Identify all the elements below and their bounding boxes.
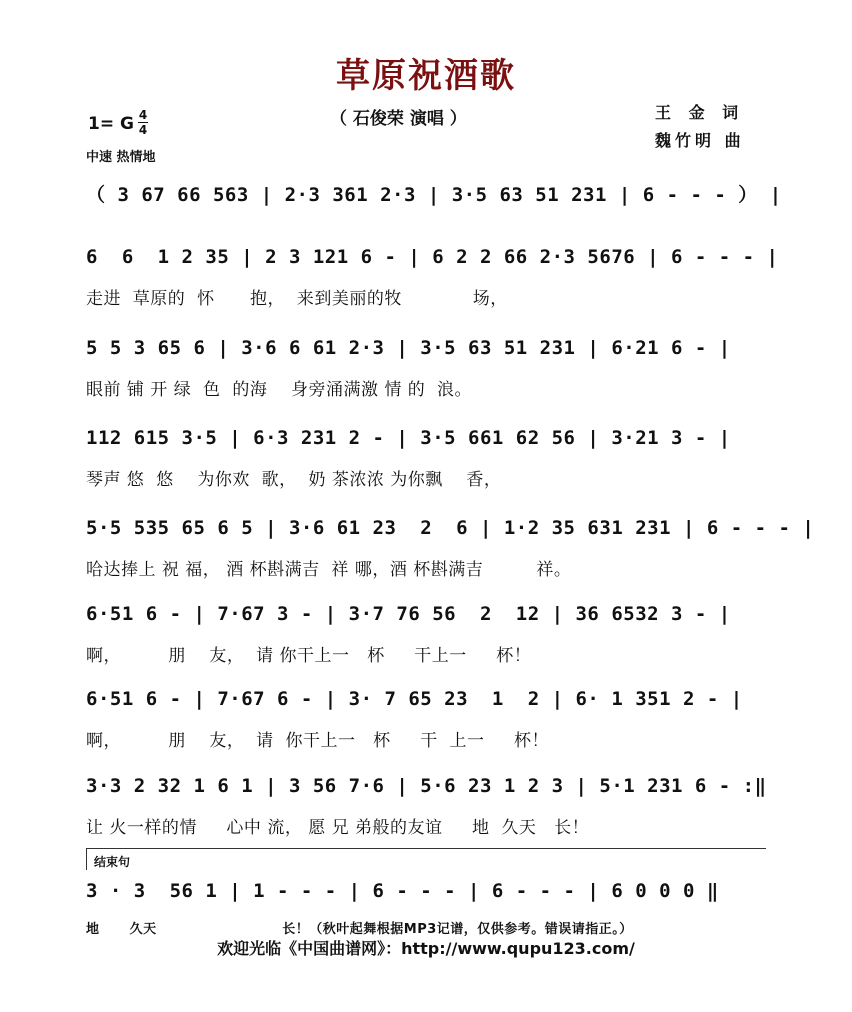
notes-line: 6·51 6 - | 7·67 6 - | 3· 7 65 23 1 2 | 6· 1 351 2 - | (86, 688, 743, 710)
notes-line: 6 6 1 2 35 | 2 3 121 6 - | 6 2 2 66 2·3 5676 | 6 - - - | (86, 246, 779, 268)
notes-line: （ 3 67 66 563 | 2·3 361 2·3 | 3·5 63 51 231 | 6 - - - ） | (86, 184, 782, 206)
lyrics-line: 让 火一样的情 心中 流， 愿 兄 弟般的友谊 地 久天 长！ (86, 818, 590, 838)
lyrics-line: 眼前 铺 开 绿 色 的海 身旁涌满激 情 的 浪。 (86, 380, 473, 400)
song-title: 草原祝酒歌 (336, 56, 516, 96)
composer-credit: 魏竹明 曲 (655, 131, 745, 150)
ending-bracket-edge (86, 848, 87, 870)
notes-line: 6·51 6 - | 7·67 3 - | 3·7 76 56 2 12 | 36 6532 3 - | (86, 603, 731, 625)
lyrics-line: 琴声 悠 悠 为你欢 歌， 奶 茶浓浓 为你飘 香， (86, 470, 502, 490)
key-signature: 1= G (88, 114, 134, 134)
singer-credit: （ 石俊荣 演唱 ） (330, 109, 467, 129)
time-signature-bottom: 4 (138, 123, 148, 137)
notes-line: 3 · 3 56 1 | 1 - - - | 6 - - - | 6 - - - | 6 0 0 0 ‖ (86, 880, 719, 902)
time-signature (138, 108, 148, 137)
time-signature-top: 4 (138, 108, 148, 122)
lyrics-line: 哈达捧上 祝 福， 酒 杯斟满吉 祥 哪，酒 杯斟满吉 祥。 (86, 560, 572, 580)
notes-line: 5 5 3 65 6 | 3·6 6 61 2·3 | 3·5 63 51 231 | 6·21 6 - | (86, 337, 731, 359)
lyricist-credit: 王 金 词 (655, 103, 745, 122)
notes-line: 5·5 535 65 6 5 | 3·6 61 23 2 6 | 1·2 35 631 231 | 6 - - - | (86, 517, 815, 539)
notes-line: 112 615 3·5 | 6·3 231 2 - | 3·5 661 62 56 | 3·21 3 - | (86, 427, 731, 449)
site-footer: 欢迎光临《中国曲谱网》：http://www.qupu123.com/ (217, 939, 635, 958)
notes-line: 3·3 2 32 1 6 1 | 3 56 7·6 | 5·6 23 1 2 3 | 5·1 231 6 - :‖ (86, 775, 767, 797)
tempo-marking: 中速 热情地 (86, 150, 156, 165)
lyrics-line: 走进 草原的 怀 抱， 来到美丽的牧 场， (86, 289, 508, 309)
lyrics-line: 啊， 朋 友， 请 你干上一 杯 干 上一 杯！ (86, 731, 550, 751)
ending-label: 结束句 (94, 855, 131, 869)
lyrics-line: 啊， 朋 友， 请 你干上一 杯 干上一 杯！ (86, 646, 532, 666)
ending-bracket-line (86, 848, 766, 849)
lyrics-line: 地 久天 长！（秋叶起舞根据MP3记谱，仅供参考。错误请指正。） (86, 922, 633, 937)
